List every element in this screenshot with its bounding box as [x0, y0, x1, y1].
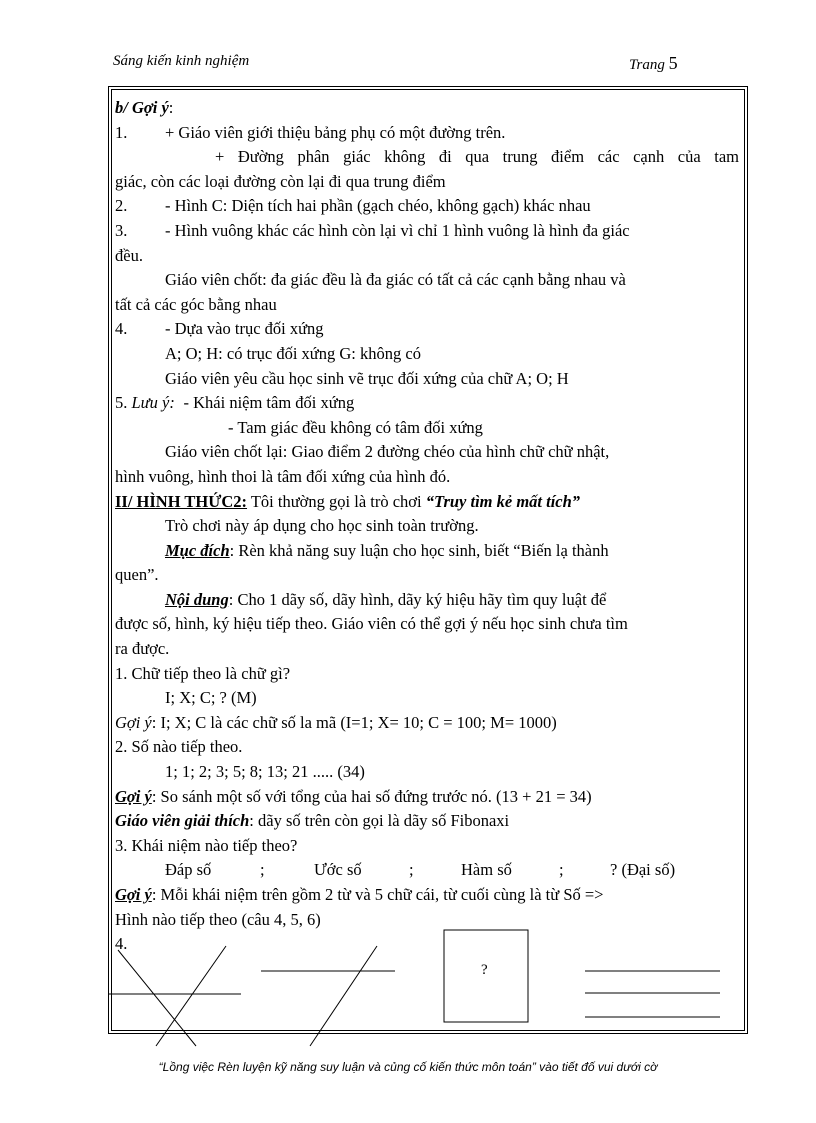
line: Trò chơi này áp dụng cho học sinh toàn trường.	[165, 516, 479, 536]
line: giác, còn các loại đường còn lại đi qua trung điểm	[115, 171, 446, 191]
line: quen”.	[115, 565, 159, 585]
line: Nội dung: Cho 1 dãy số, dãy hình, dãy ký hiệu hãy tìm quy luật để	[165, 589, 607, 609]
page-number: 5	[668, 53, 678, 73]
line: - Tam giác đều không có tâm đối xứng	[228, 417, 483, 437]
line: 3. Khái niệm nào tiếp theo?	[115, 835, 298, 855]
header-title: Sáng kiến kinh nghiệm	[113, 53, 250, 69]
header-page: Trang 5	[629, 53, 678, 73]
line: 1. + Giáo viên giới thiệu bảng phụ có một đường trên.	[115, 122, 506, 142]
fig1-line-a	[118, 950, 196, 1046]
line: Hình nào tiếp theo (câu 4, 5, 6)	[115, 909, 321, 929]
line: 2. - Hình C: Diện tích hai phần (gạch chéo, không gạch) khác nhau	[115, 196, 591, 216]
line: được số, hình, ký hiệu tiếp theo. Giáo viên có thể gợi ý nếu học sinh chưa tìm	[115, 614, 628, 634]
line: Gợi ý: Mỗi khái niệm trên gồm 2 từ và 5 chữ cái, từ cuối cùng là từ Số =>	[115, 885, 604, 904]
line: 3. - Hình vuông khác các hình còn lại vì chỉ 1 hình vuông là hình đa giác	[115, 220, 630, 240]
line: + Đường phân giác không đi qua trung điểm các cạnh của tam	[215, 147, 739, 167]
line: đều.	[115, 245, 143, 265]
line: II/ HÌNH THỨC2: Tôi thường gọi là trò chơi “Truy tìm kẻ mất tích”	[115, 491, 581, 511]
line: A; O; H: có trục đối xứng G: không có	[165, 343, 421, 363]
fig2-line-b	[310, 946, 377, 1046]
question-mark: ?	[481, 962, 488, 978]
line: hình vuông, hình thoi là tâm đối xứng của hình đó.	[115, 466, 451, 486]
footer-text: “Lồng việc Rèn luyện kỹ năng suy luận và củng cố kiến thức môn toán” vào tiết đố vui dưới cờ	[158, 1060, 658, 1074]
line: 5. Lưu ý: - Khái niệm tâm đối xứng	[115, 393, 355, 413]
line: Gợi ý: I; X; C là các chữ số la mã (I=1; X= 10; C = 100; M= 1000)	[115, 712, 557, 732]
line: Gợi ý: So sánh một số với tổng của hai số đứng trước nó. (13 + 21 = 34)	[115, 786, 592, 806]
line: Giáo viên yêu cầu học sinh vẽ trục đối xứng của chữ A; O; H	[165, 368, 569, 388]
line: Giáo viên chốt lại: Giao điểm 2 đường chéo của hình chữ chữ nhật,	[165, 442, 610, 462]
line: Mục đích: Rèn khả năng suy luận cho học sinh, biết “Biến lạ thành	[165, 540, 609, 560]
line: 1; 1; 2; 3; 5; 8; 13; 21 ..... (34)	[165, 762, 365, 782]
section-heading: II/ HÌNH THỨC2:	[115, 491, 248, 511]
line: I; X; C; ? (M)	[165, 688, 257, 708]
line: Giáo viên chốt: đa giác đều là đa giác có tất cả các cạnh bằng nhau và	[165, 270, 626, 290]
line: b/ Gợi ý:	[115, 98, 174, 117]
line: 2. Số nào tiếp theo.	[115, 737, 243, 757]
line: 4. - Dựa vào trục đối xứng	[115, 319, 324, 339]
line: Giáo viên giải thích: dãy số trên còn gọi là dãy số Fibonaxi	[115, 811, 510, 831]
line: 4.	[115, 934, 128, 954]
line: 1. Chữ tiếp theo là chữ gì?	[115, 663, 291, 683]
line: Đáp số ; Ước số ; Hàm số ; ? (Đại số)	[165, 860, 676, 880]
line: ra được.	[115, 639, 170, 659]
fig1-line-b	[156, 946, 226, 1046]
line: tất cả các góc bằng nhau	[115, 294, 277, 314]
